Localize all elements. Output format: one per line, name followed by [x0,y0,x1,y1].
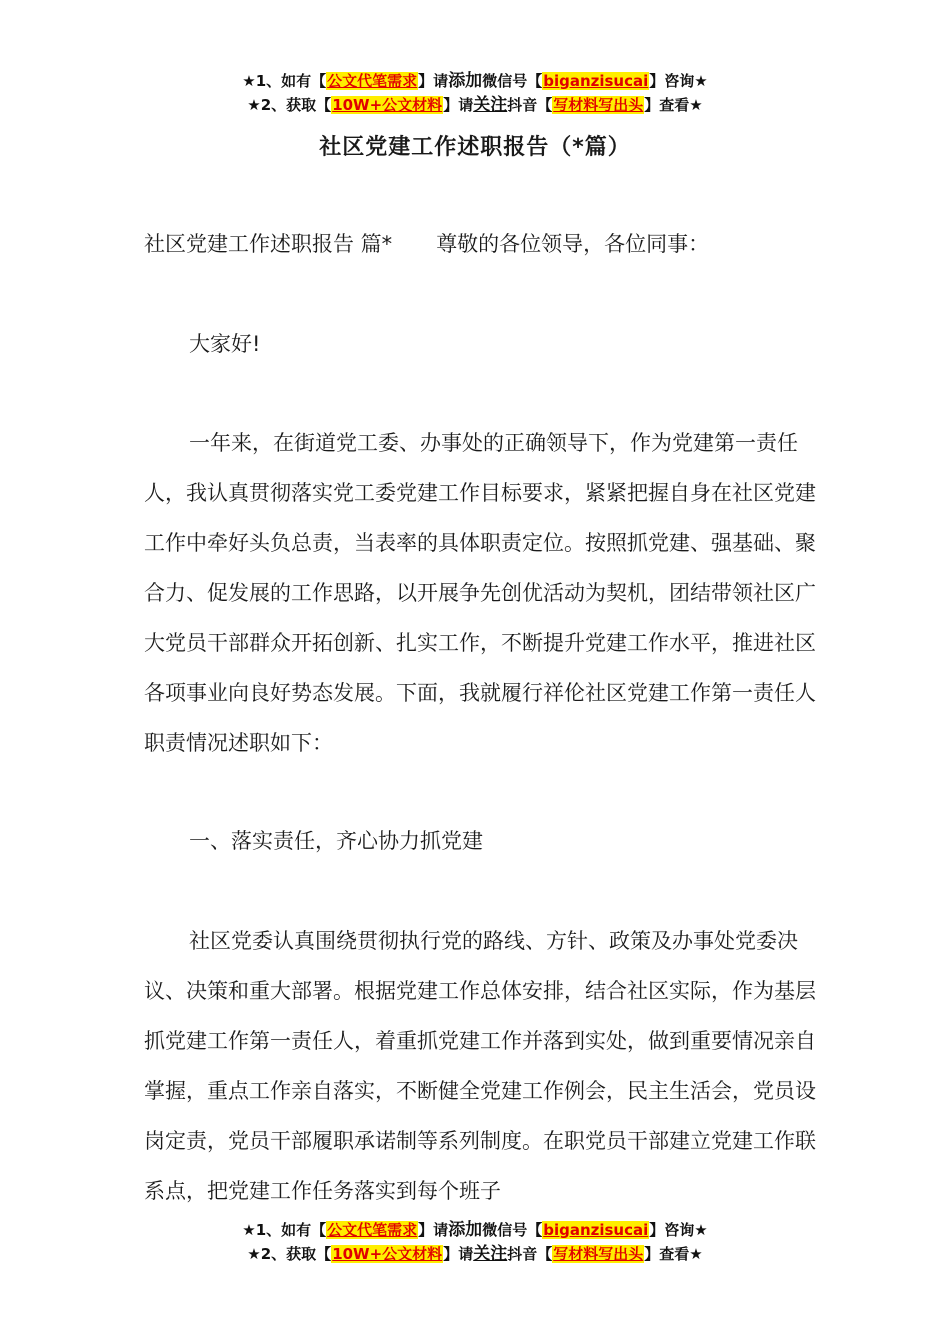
banner-text: 】查看★ [644,96,703,114]
banner-highlight: 10W+公文材料 [332,1245,443,1263]
banner-text: 】咨询★ [649,1221,708,1239]
banner-text: 微信号【 [482,72,543,90]
promo-banner-bottom-line1 [0,1219,950,1241]
body-paragraph-1: 一年来，在街道党工委、办事处的正确领导下，作为党建第一责任人，我认真贯彻落实党工委党建工作目标要求，紧紧把握自身在社区党建工作中牵好头负总责，当表率的具体职责定位。按照抓党建、强基础、聚合力、促发展的工作思路，以开展争先创优活动为契机，团结带领社区广大党员干部群众开拓创新、扎实工作，不断提升党建工作水平，推进社区各项事业向良好势态发展。下面，我就履行祥伦社区党建工作第一责任人职责情况述职如下： [144,431,816,755]
greeting: 大家好! [189,332,261,356]
banner-highlight: 10W+公文材料 [332,96,443,114]
banner-emphasis: 添加 [448,71,483,91]
banner-emphasis: 关注 [473,1244,508,1264]
salutation: 尊敬的各位领导，各位同事： [436,232,710,256]
banner-highlight: 写材料写出头 [553,1245,644,1263]
banner-highlight: biganzisucai [543,72,649,90]
promo-banner-top-line1 [0,70,950,92]
section-heading-1: 一、落实责任，齐心协力抓党建 [189,829,483,853]
banner-text: 抖音【 [507,1245,553,1263]
banner-text: ★2、获取【 [247,96,332,114]
banner-highlight: 写材料写出头 [553,96,644,114]
document-title: 社区党建工作述职报告（*篇） [319,135,631,160]
banner-text: 抖音【 [507,96,553,114]
body-paragraph-2: 社区党委认真围绕贯彻执行党的路线、方针、政策及办事处党委决议、决策和重大部署。根据党建工作总体安排，结合社区实际，作为基层抓党建工作第一责任人，着重抓党建工作并落到实处，做到重要情况亲自掌握，重点工作亲自落实，不断健全党建工作例会，民主生活会，党员设岗定责，党员干部履职承诺制等系列制度。在职党员干部建立党建工作联系点，把党建工作任务落实到每个班子 [144,929,816,1203]
banner-text: 】咨询★ [649,72,708,90]
banner-highlight: biganzisucai [543,1221,649,1239]
banner-text: ★1、如有【 [242,1221,327,1239]
promo-banner-top-line2 [0,94,950,116]
banner-text: ★2、获取【 [247,1245,332,1263]
banner-text: ★1、如有【 [242,72,327,90]
banner-text: 】请 [443,96,474,114]
banner-text: 】请 [418,1221,449,1239]
subtitle-line [144,219,834,269]
promo-banner-bottom-line2 [0,1243,950,1265]
banner-emphasis: 关注 [473,95,508,115]
banner-highlight: 公文代笔需求 [327,1221,418,1239]
banner-emphasis: 添加 [448,1220,483,1240]
banner-highlight: 公文代笔需求 [327,72,418,90]
banner-text: 微信号【 [482,1221,543,1239]
document-subtitle: 社区党建工作述职报告 篇* [144,232,393,256]
banner-text: 】查看★ [644,1245,703,1263]
banner-text: 】请 [418,72,449,90]
banner-text: 】请 [443,1245,474,1263]
